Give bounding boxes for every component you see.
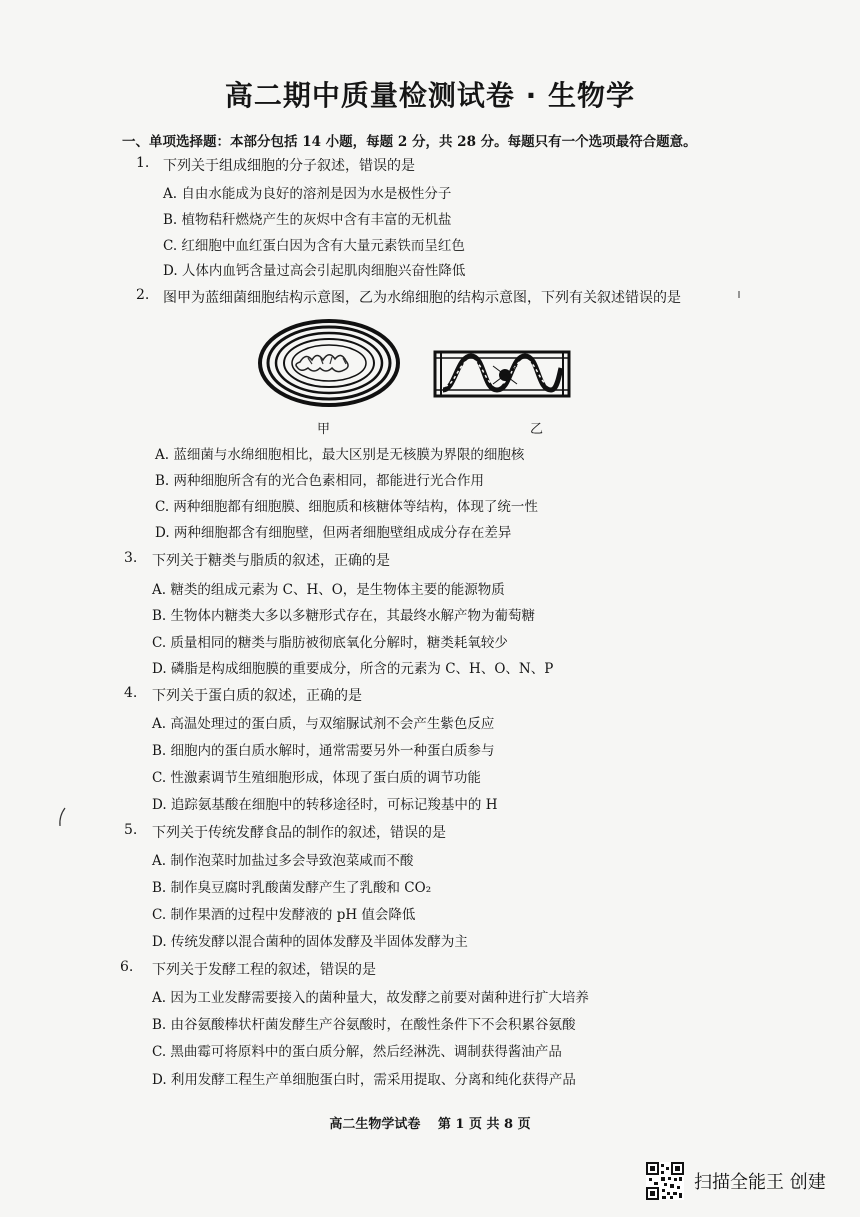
question-number: 1. <box>136 155 150 171</box>
qr-code-icon <box>646 1162 684 1200</box>
option-d: D. 利用发酵工程生产单细胞蛋白时，需采用提取、分离和纯化获得产品 <box>152 1072 576 1088</box>
option-c: C. 黑曲霉可将原料中的蛋白质分解，然后经淋洗、调制获得酱油产品 <box>152 1044 562 1060</box>
cyanobacteria-cell-figure <box>258 318 400 408</box>
page-footer: 高二生物学试卷 第 1 页 共 8 页 <box>329 1117 531 1132</box>
question-stem: 下列关于蛋白质的叙述，正确的是 <box>152 688 362 704</box>
question-stem: 下列关于发酵工程的叙述，错误的是 <box>152 962 376 978</box>
section-header: 一、单项选择题：本部分包括 14 小题，每题 2 分，共 28 分。每题只有一个选项最符合题意。 <box>122 134 697 150</box>
option-a: A. 自由水能成为良好的溶剂是因为水是极性分子 <box>163 186 452 202</box>
question-number: 5. <box>124 822 138 838</box>
option-c: C. 两种细胞都有细胞膜、细胞质和核糖体等结构，体现了统一性 <box>155 499 538 515</box>
option-a: A. 因为工业发酵需要接入的菌种量大，故发酵之前要对菌种进行扩大培养 <box>152 990 589 1006</box>
option-b: B. 生物体内糖类大多以多糖形式存在，其最终水解产物为葡萄糖 <box>152 608 536 624</box>
option-b: B. 植物秸秆燃烧产生的灰烬中含有丰富的无机盐 <box>163 212 452 228</box>
question-number: 3. <box>124 550 138 566</box>
option-a: A. 蓝细菌与水绵细胞相比，最大区别是无核膜为界限的细胞核 <box>155 447 525 463</box>
scan-mark <box>56 806 68 828</box>
scan-mark <box>736 290 742 300</box>
question-number: 6. <box>120 959 134 975</box>
option-c: C. 制作果酒的过程中发酵液的 pH 值会降低 <box>152 907 416 923</box>
option-c: C. 红细胞中血红蛋白因为含有大量元素铁而呈红色 <box>163 238 465 254</box>
option-b: B. 制作臭豆腐时乳酸菌发酵产生了乳酸和 CO₂ <box>152 880 432 896</box>
question-stem: 图甲为蓝细菌细胞结构示意图，乙为水绵细胞的结构示意图，下列有关叙述错误的是 <box>163 290 681 306</box>
option-a: A. 糖类的组成元素为 C、H、O，是生物体主要的能源物质 <box>152 582 505 598</box>
option-d: D. 追踪氨基酸在细胞中的转移途径时，可标记羧基中的 H <box>152 797 498 813</box>
option-d: D. 磷脂是构成细胞膜的重要成分，所含的元素为 C、H、O、N、P <box>152 661 554 677</box>
watermark-text: 扫描全能王 创建 <box>694 1172 826 1193</box>
option-a: A. 高温处理过的蛋白质，与双缩脲试剂不会产生紫色反应 <box>152 716 495 732</box>
spirogyra-cell-figure <box>433 346 573 402</box>
figure-label-jia: 甲 <box>317 422 331 437</box>
cytoplasm <box>292 345 366 381</box>
question-stem: 下列关于糖类与脂质的叙述，正确的是 <box>152 553 390 569</box>
option-d: D. 两种细胞都含有细胞壁，但两者细胞壁组成成分存在差异 <box>155 525 512 541</box>
option-b: B. 由谷氨酸棒状杆菌发酵生产谷氨酸时，在酸性条件下不会积累谷氨酸 <box>152 1017 576 1033</box>
option-b: B. 细胞内的蛋白质水解时，通常需要另外一种蛋白质参与 <box>152 743 495 759</box>
question-stem: 下列关于组成细胞的分子叙述，错误的是 <box>163 158 415 174</box>
question-number: 2. <box>136 287 150 303</box>
option-c: C. 质量相同的糖类与脂肪被彻底氧化分解时，糖类耗氧较少 <box>152 635 508 651</box>
option-c: C. 性激素调节生殖细胞形成，体现了蛋白质的调节功能 <box>152 770 481 786</box>
option-b: B. 两种细胞所含有的光合色素相同，都能进行光合作用 <box>155 473 485 489</box>
option-d: D. 传统发酵以混合菌种的固体发酵及半固体发酵为主 <box>152 934 468 950</box>
page-title: 高二期中质量检测试卷 · 生物学 <box>224 79 636 112</box>
question-stem: 下列关于传统发酵食品的制作的叙述，错误的是 <box>152 825 446 841</box>
figure-label-yi: 乙 <box>530 422 544 437</box>
option-d: D. 人体内血钙含量过高会引起肌肉细胞兴奋性降低 <box>163 263 466 279</box>
scanner-watermark <box>646 1162 826 1200</box>
option-a: A. 制作泡菜时加盐过多会导致泡菜咸而不酸 <box>152 853 414 869</box>
question-number: 4. <box>124 685 138 701</box>
